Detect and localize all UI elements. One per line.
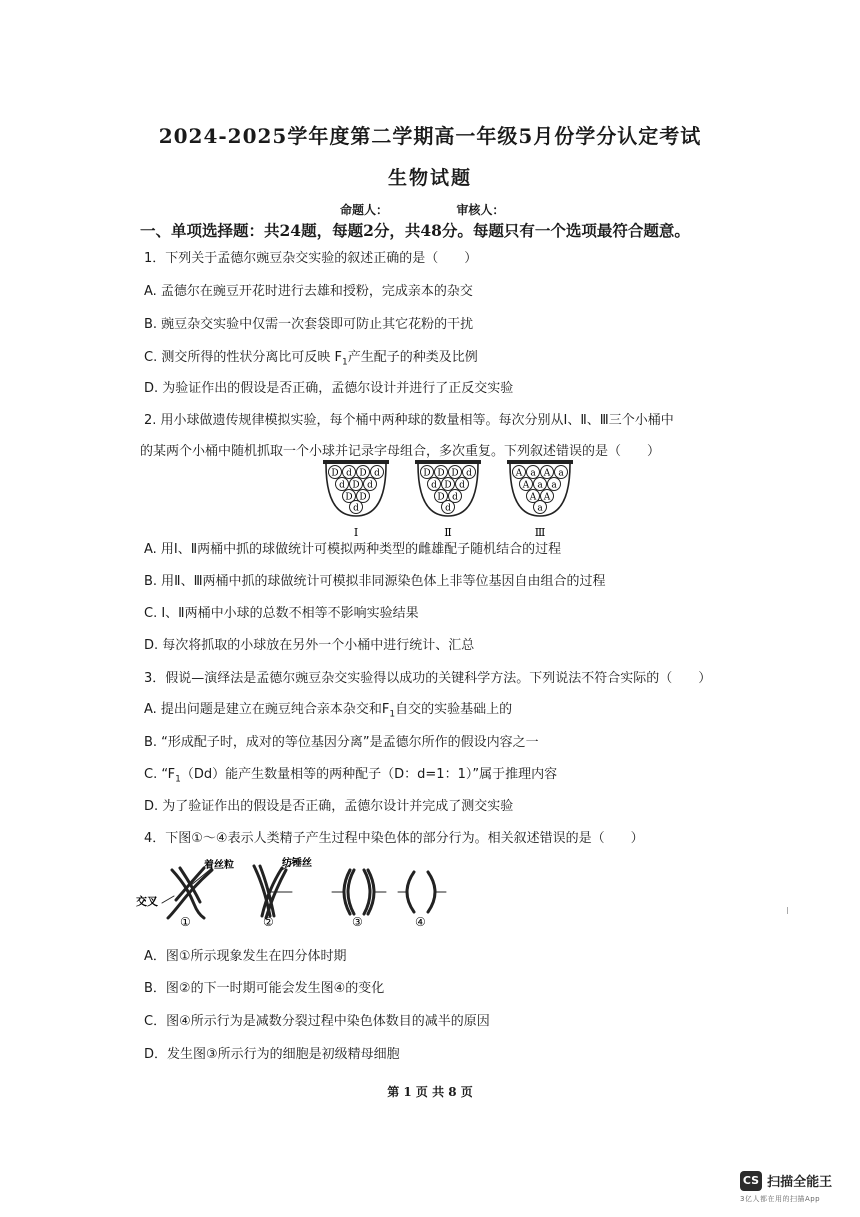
bucket-label: Ⅰ: [353, 526, 359, 539]
figure-3: [332, 870, 386, 914]
ball-label: d: [445, 503, 451, 514]
label-centromere: 着丝粒: [204, 860, 234, 871]
q4-stem: 4．下图①～④表示人类精子产生过程中染色体的部分行为。相关叙述错误的是（ ）: [144, 831, 644, 846]
ball-label: d: [431, 480, 437, 491]
scanner-tagline: 3亿人都在用的扫描App: [740, 1194, 821, 1203]
ball-label: a: [537, 480, 543, 491]
ball-label: d: [452, 492, 458, 503]
label-n4: ④: [415, 915, 426, 928]
bucket-rim: [415, 460, 481, 464]
bucket-1: [323, 460, 389, 539]
bucket-diagram: [315, 458, 595, 540]
ball-label: d: [346, 468, 352, 479]
ball-label: d: [374, 468, 380, 479]
author-line: [340, 201, 504, 218]
scanner-name: 扫描全能王: [767, 1175, 833, 1190]
ball-label: D: [423, 468, 431, 479]
exam-title: 2024-2025学年度第二学期高一年级5月份学分认定考试: [158, 124, 702, 148]
page-footer: 第 1 页 共 8 页: [387, 1085, 473, 1099]
ball-label: d: [459, 480, 465, 491]
q3-stem: 3．假说—演绎法是孟德尔豌豆杂交实验得以成功的关键科学方法。下列说法不符合实际的（ ）: [144, 671, 712, 686]
ball-label: A: [522, 480, 530, 491]
reviewer-label: 审核人：: [456, 203, 505, 217]
figure-1: [162, 868, 212, 918]
q4-option-b: B．图②的下一时期可能会发生图④的变化: [144, 981, 385, 996]
bucket-label: Ⅲ: [534, 526, 546, 539]
ball-label: A: [543, 492, 551, 503]
q3-option-d: D. 为了验证作出的假设是否正确，孟德尔设计并完成了测交实验: [144, 799, 514, 814]
label-n1: ①: [180, 915, 191, 928]
scan-mark: [787, 907, 788, 914]
q2-option-a: A. 用Ⅰ、Ⅱ两桶中抓的球做统计可模拟两种类型的雌雄配子随机结合的过程: [144, 542, 562, 557]
ball-label: D: [331, 468, 339, 479]
q2-option-d: D. 每次将抓取的小球放在另外一个小桶中进行统计、汇总: [144, 638, 475, 653]
ball-label: a: [530, 468, 536, 479]
ball-label: a: [537, 503, 543, 514]
q1-stem: 1．下列关于孟德尔豌豆杂交实验的叙述正确的是（ ）: [144, 251, 478, 266]
bucket-2: [415, 460, 481, 539]
q1-option-c: C. 测交所得的性状分离比可反映 $F_1$产生配子的种类及比例: [144, 350, 478, 368]
q3-option-a: A. 提出问题是建立在豌豆纯合亲本杂交和$F_1$自交的实验基础上的: [144, 702, 513, 720]
q4-option-c: C．图④所示行为是减数分裂过程中染色体数目的减半的原因: [144, 1014, 490, 1029]
ball-label: d: [367, 480, 373, 491]
label-crossover: 交叉: [136, 895, 158, 908]
q4-option-a: A．图①所示现象发生在四分体时期: [144, 949, 347, 964]
ball-label: D: [359, 468, 367, 479]
ball-label: A: [529, 492, 537, 503]
section-heading: 一、单项选择题：共24题，每题2分，共48分。每题只有一个选项最符合题意。: [140, 221, 690, 240]
label-spindle: 纺锤丝: [282, 858, 312, 869]
figure-4: [398, 872, 446, 912]
ball-label: d: [466, 468, 472, 479]
ball-label: a: [551, 480, 557, 491]
ball-label: D: [437, 492, 445, 503]
q2-stem-line2: 的某两个小桶中随机抓取一个小球并记录字母组合，多次重复。下列叙述错误的是（ ）: [140, 444, 661, 459]
label-n3: ③: [352, 915, 363, 928]
q1-option-d: D. 为验证作出的假设是否正确，孟德尔设计并进行了正反交实验: [144, 381, 514, 396]
ball-label: D: [444, 480, 452, 491]
q1-option-b: B. 豌豆杂交实验中仅需一次套袋即可防止其它花粉的干扰: [144, 317, 474, 332]
ball-label: D: [451, 468, 459, 479]
author-label: 命题人：: [340, 203, 389, 217]
bucket-rim: [507, 460, 573, 464]
scanner-logo-icon: CS: [740, 1171, 762, 1191]
label-n2: ②: [263, 915, 274, 928]
q4-option-d: D．发生图③所示行为的细胞是初级精母细胞: [144, 1047, 400, 1062]
scanner-watermark: [740, 1170, 850, 1204]
q2-stem-line1: 2. 用小球做遗传规律模拟实验，每个桶中两种球的数量相等。每次分别从Ⅰ、Ⅱ、Ⅲ三个小桶中: [144, 413, 674, 428]
q1-option-a: A. 孟德尔在豌豆开花时进行去雄和授粉，完成亲本的杂交: [144, 284, 473, 299]
ball-label: D: [437, 468, 445, 479]
q2-option-b: B. 用Ⅱ、Ⅲ两桶中抓的球做统计可模拟非同源染色体上非等位基因自由组合的过程: [144, 574, 606, 589]
q2-option-c: C. Ⅰ、Ⅱ两桶中小球的总数不相等不影响实验结果: [144, 606, 419, 621]
chromosome-figure: [132, 856, 452, 928]
ball-label: a: [558, 468, 564, 479]
ball-label: D: [345, 492, 353, 503]
exam-subtitle: 生物试题: [387, 167, 472, 189]
ball-label: D: [352, 480, 360, 491]
bucket-rim: [323, 460, 389, 464]
ball-label: d: [339, 480, 345, 491]
ball-label: A: [515, 468, 523, 479]
bucket-3: [507, 460, 573, 539]
q3-option-c: C. “$F_1(Dd)$能产生数量相等的两种配子（D：d=1：1）”属于推理内容: [144, 767, 558, 785]
ball-label: A: [543, 468, 551, 479]
ball-label: d: [353, 503, 359, 514]
bucket-label: Ⅱ: [444, 526, 452, 539]
ball-label: D: [359, 492, 367, 503]
q3-option-b: B. “形成配子时，成对的等位基因分离”是孟德尔所作的假设内容之一: [144, 735, 539, 750]
